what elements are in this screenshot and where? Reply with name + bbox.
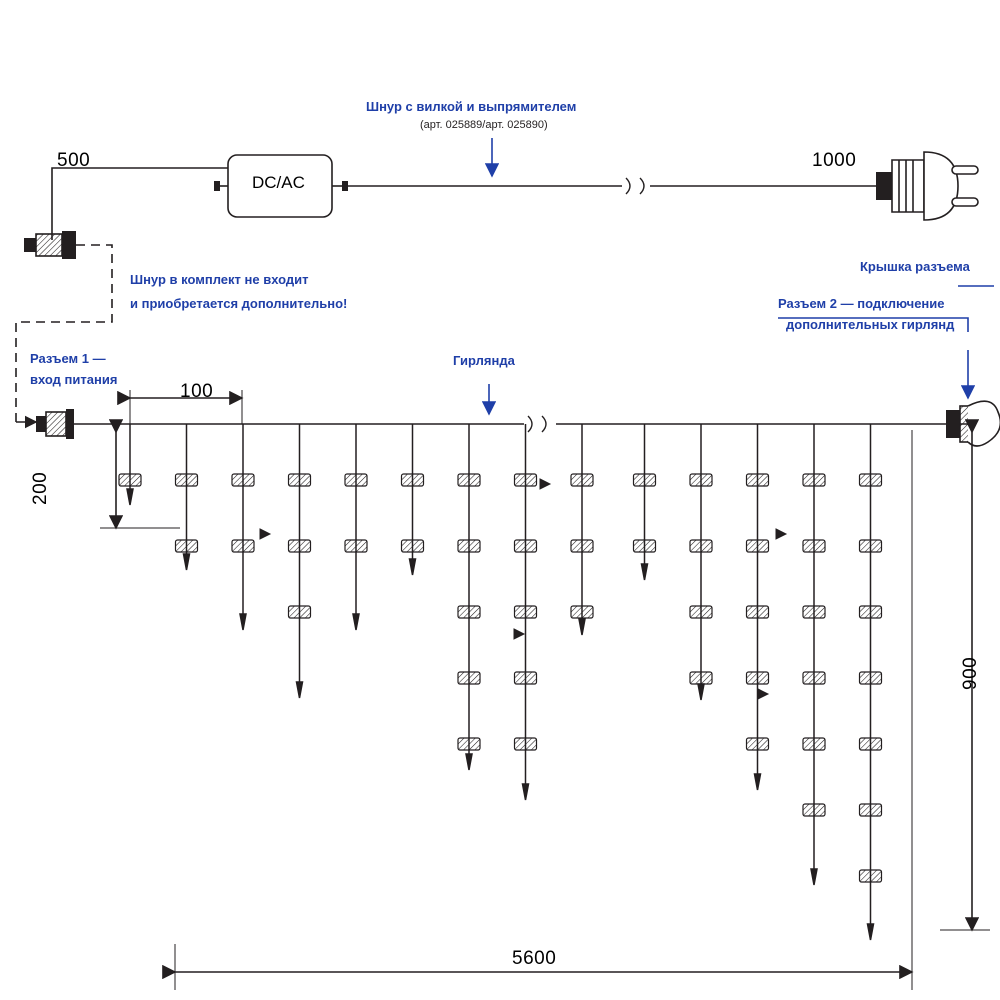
cord-article: (арт. 025889/арт. 025890)	[420, 119, 548, 131]
garland-label: Гирлянда	[453, 353, 515, 368]
adapter-label: DC/AC	[252, 173, 305, 192]
dim-5600: 5600	[512, 948, 557, 969]
connector1-line1: Разъем 1 —	[30, 351, 106, 366]
dim-100: 100	[180, 381, 214, 402]
dim-1000: 1000	[812, 150, 857, 171]
connector2-line1: Разъем 2 — подключение	[778, 296, 945, 311]
cap-label: Крышка разъема	[860, 259, 970, 274]
connector2-line2: дополнительных гирлянд	[786, 317, 955, 332]
dim-200: 200	[30, 471, 51, 505]
note-line1: Шнур в комплект не входит	[130, 272, 309, 287]
note-line2: и приобретается дополнительно!	[130, 296, 348, 311]
connector1-line2: вход питания	[30, 372, 118, 387]
cord-title: Шнур с вилкой и выпрямителем	[366, 99, 577, 114]
dim-500: 500	[57, 150, 91, 171]
dim-900: 900	[960, 656, 981, 690]
